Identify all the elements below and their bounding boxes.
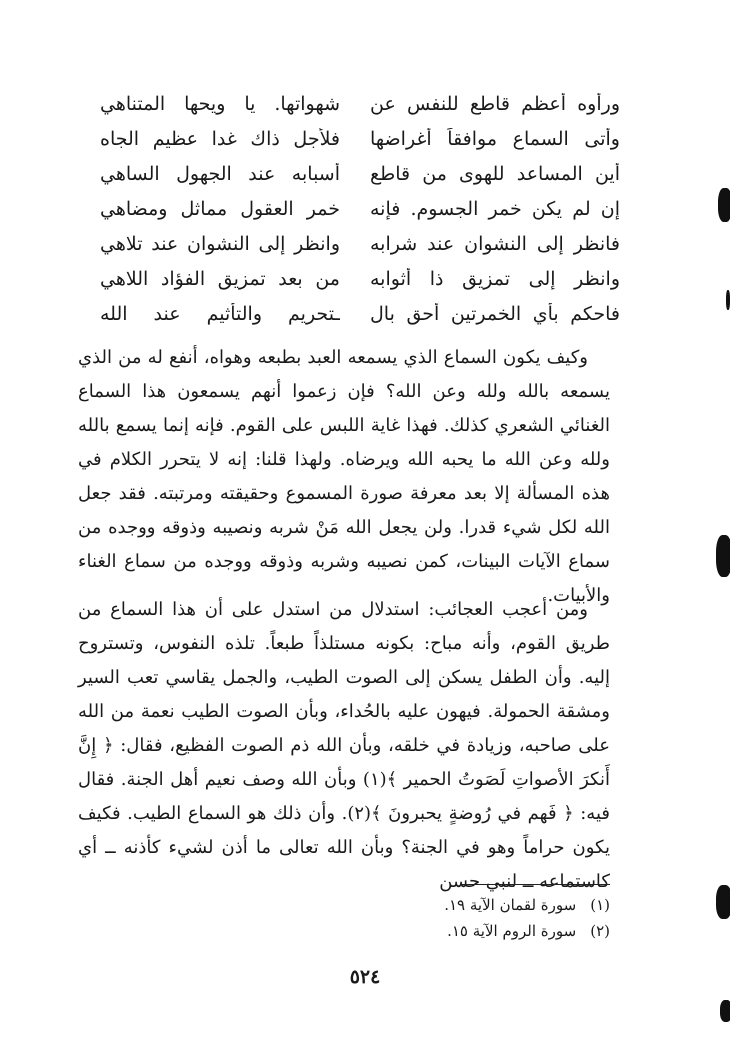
verse-second-hemistich: ـتحريم والتأثيم عند الله	[100, 302, 340, 325]
verse-row	[100, 156, 620, 191]
verse-row	[100, 121, 620, 156]
verse-second-hemistich: وانظر إلى النشوان عند تلاهي	[100, 232, 340, 255]
verse-first-hemistich: إن لم يكن خمر الجسوم. فإنه	[370, 197, 620, 220]
footnote-number: (٢)	[590, 922, 610, 940]
paragraph-text: ومن أعجب العجائب: استدلال من استدل على أن هذا السماع من طريق القوم، وأنه مباح: بكونه مستلذاً طبعاً. تلذه النفوس، وتستروح إليه. وأن الطفل يسكن إلى الصوت الطيب، والجمل يقاسي تعب السير ومشقة الحمولة. فيهون عليه بالحُداء، وبأن الصوت الطيب نعمة من الله على صاحبه، وزيادة في خلقه، وبأن الله ذم الصوت الفظيع، فقال: ﴿ إِنَّ أَنكرَ الأصواتِ لَصَوتُ الحمير ﴾(١) وبأن الله وصف نعيم أهل الجنة. فقال فيه: ﴿ فَهم في رُوضةٍ يحبرونَ ﴾(٢). وأن ذلك هو السماع الطيب. فكيف يكون حراماً وهو في الجنة؟ وبأن الله تعالى ما أذن لشيء كأذنه ــ أي كاستماعه ــ لنبي حسن	[78, 599, 611, 892]
footnote-number: (١)	[590, 896, 610, 914]
binding-mark	[720, 1000, 730, 1022]
verse-row	[100, 296, 620, 331]
verse-second-hemistich: أسبابه عند الجهول الساهي	[100, 162, 340, 185]
footnote-text: سورة الروم الآية ١٥.	[447, 922, 577, 940]
verse-first-hemistich: فاحكم بأي الخمرتين أحق بال	[370, 302, 620, 325]
verse-first-hemistich: وأتى السماع موافقاً أغراضها	[370, 127, 620, 150]
verse-second-hemistich: شهواتها. يا ويحها المتناهي	[100, 92, 340, 115]
verse-first-hemistich: ورأوه أعظم قاطع للنفس عن	[370, 92, 620, 115]
verse-row	[100, 86, 620, 121]
verse-second-hemistich: فلأجل ذاك غدا عظيم الجاه	[100, 127, 340, 150]
verse-second-hemistich: من بعد تمزيق الفؤاد اللاهي	[100, 267, 340, 290]
footnote-divider	[462, 884, 610, 885]
verse-row	[100, 226, 620, 261]
paragraph	[78, 341, 610, 613]
poem-block	[100, 86, 620, 331]
verse-first-hemistich: فانظر إلى النشوان عند شرابه	[370, 232, 620, 255]
binding-mark	[726, 290, 730, 310]
verse-row	[100, 191, 620, 226]
footnote-text: سورة لقمان الآية ١٩.	[444, 896, 577, 914]
binding-mark	[716, 885, 730, 919]
page-number: ٥٢٤	[349, 966, 381, 988]
footnote	[330, 892, 610, 918]
verse-second-hemistich: خمر العقول مماثل ومضاهي	[100, 197, 340, 220]
binding-mark	[716, 535, 730, 577]
footnote	[330, 918, 610, 944]
paragraph	[78, 593, 610, 899]
verse-first-hemistich: أين المساعد للهوى من قاطع	[370, 162, 620, 185]
verse-first-hemistich: وانظر إلى تمزيق ذا أثوابه	[370, 267, 620, 290]
paragraph-text: وكيف يكون السماع الذي يسمعه العبد بطبعه وهواه، أنفع له من الذي يسمعه بالله ولله وعن الله؟ فإن زعموا أنهم يسمعون هذا السماع الغنائي الشعري كذلك. فهذا غاية اللبس على القوم. فإنه إنما يسمع بالله ولله وعن الله ما يحبه الله ويرضاه. ولهذا قلنا: إنه لا يتحرر الكلام في هذه المسألة إلا بعد معرفة صورة المسموع وحقيقته ومرتبته. فقد جعل الله لكل شيء قدرا. ولن يجعل الله مَنْ شربه ونصيبه وذوقه ووجده من سماع الآيات البينات، كمن نصيبه وشربه وذوقه ووجده من سماع الغناء والأبيات.	[78, 347, 610, 606]
verse-row	[100, 261, 620, 296]
binding-mark	[718, 188, 730, 222]
footnotes	[330, 892, 610, 944]
